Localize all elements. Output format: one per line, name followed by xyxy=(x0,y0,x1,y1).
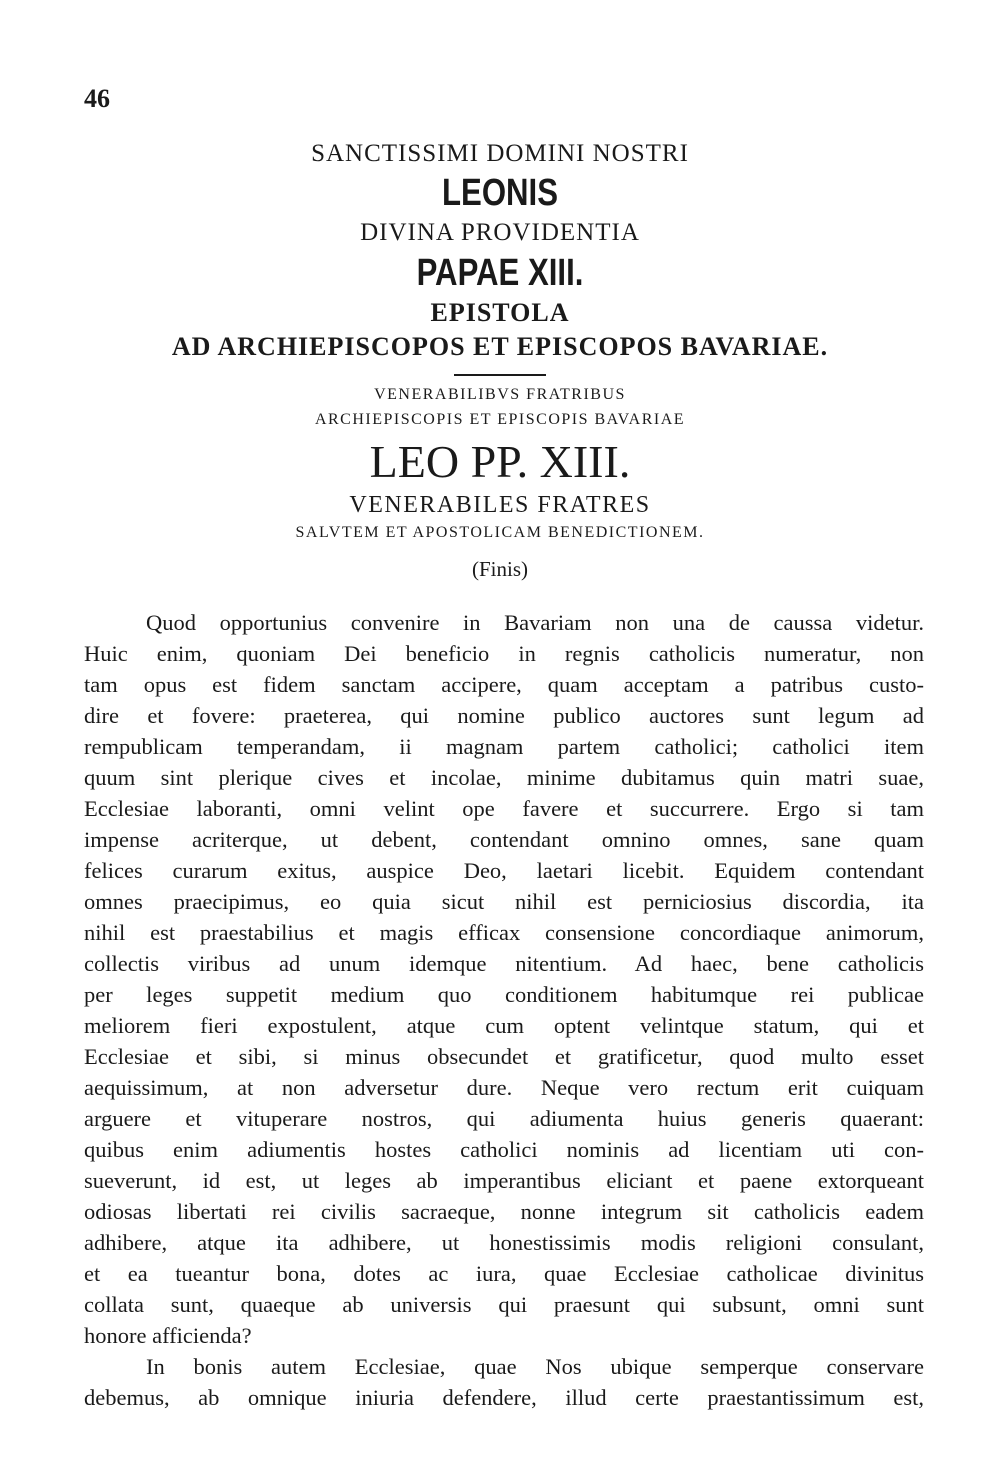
text-line: Ecclesiae laboranti, omni velint ope favere et succurrere. Ergo si tam xyxy=(84,796,924,821)
heading-leonis: LEONIS xyxy=(441,172,559,214)
text-line: Ecclesiae et sibi, si minus obsecundet et gratificetur, quod multo esset xyxy=(84,1044,924,1069)
text-line: sueverunt, id est, ut leges ab imperantibus eliciant et paene extorqueant xyxy=(84,1168,924,1193)
text-line: adhibere, atque ita adhibere, ut honestissimis modis religioni consulant, xyxy=(84,1230,924,1255)
text-line: Quod opportunius convenire in Bavariam non una de caussa videtur. xyxy=(146,610,924,635)
text-line: dire et fovere: praeterea, qui nomine publico auctores sunt legum ad xyxy=(84,703,924,728)
text-line: felices curarum exitus, auspice Deo, laetari licebit. Equidem contendant xyxy=(84,858,924,883)
salutation-blessing: SALVTEM ET APOSTOLICAM BENEDICTIONEM. xyxy=(295,524,705,541)
heading-line-1: SANCTISSIMI DOMINI NOSTRI xyxy=(311,140,689,167)
text-line: collectis viribus ad unum idemque nitentium. Ad haec, bene catholicis xyxy=(84,951,924,976)
text-line: In bonis autem Ecclesiae, quae Nos ubique semperque conservare xyxy=(146,1354,924,1379)
text-line: meliorem fieri expostulent, atque cum optent velintque statum, qui et xyxy=(84,1013,924,1038)
finis-note: (Finis) xyxy=(471,557,528,581)
heading-papae: PAPAE XIII. xyxy=(416,252,584,294)
text-line: impense acriterque, ut debent, contendant omnino omnes, sane quam xyxy=(84,827,924,852)
pope-name: LEO PP. XIII. xyxy=(369,436,631,487)
text-line: per leges suppetit medium quo conditionem habitumque rei publicae xyxy=(84,982,924,1007)
salutation-fratres: VENERABILES FRATRES xyxy=(349,492,651,518)
heading-addressees: AD ARCHIEPISCOPOS ET EPISCOPOS BAVARIAE. xyxy=(171,332,829,361)
text-line: arguere et vituperare nostros, qui adiumenta huius generis quaerant: xyxy=(84,1106,924,1131)
text-line: et ea tueantur bona, dotes ac iura, quae Ecclesiae catholicae divinitus xyxy=(84,1261,924,1286)
page-number: 46 xyxy=(84,84,110,113)
address-line-2: ARCHIEPISCOPIS ET EPISCOPIS BAVARIAE xyxy=(314,411,686,428)
heading-epistola: EPISTOLA xyxy=(430,298,570,327)
text-line: collata sunt, quaeque ab universis qui praesunt qui subsunt, omni sunt xyxy=(84,1292,924,1317)
text-line: debemus, ab omnique iniuria defendere, illud certe praestantissimum est, xyxy=(84,1385,924,1410)
text-line: aequissimum, at non adversetur dure. Neque vero rectum erit cuiquam xyxy=(84,1075,924,1100)
paragraph-1 xyxy=(84,607,924,1351)
heading-line-3: DIVINA PROVIDENTIA xyxy=(360,219,640,246)
text-line: odiosas libertati rei civilis sacraeque, nonne integrum sit catholicis eadem xyxy=(84,1199,924,1224)
text-line: honore afficienda? xyxy=(84,1323,252,1348)
text-line: quum sint plerique cives et incolae, minime dubitamus quin matri suae, xyxy=(84,765,924,790)
paragraph-2 xyxy=(84,1351,924,1413)
text-line: tam opus est fidem sanctam accipere, quam acceptam a patribus custo- xyxy=(84,672,924,697)
address-line-1: VENERABILIBVS FRATRIBUS xyxy=(374,386,626,403)
text-line: rempublicam temperandam, ii magnam partem catholici; catholici item xyxy=(84,734,924,759)
text-line: Huic enim, quoniam Dei beneficio in regnis catholicis numeratur, non xyxy=(84,641,924,666)
divider xyxy=(454,374,546,376)
text-line: omnes praecipimus, eo quia sicut nihil est perniciosius discordia, ita xyxy=(84,889,924,914)
text-line: quibus enim adiumentis hostes catholici nominis ad licentiam uti con- xyxy=(84,1137,924,1162)
letter-heading xyxy=(100,138,900,584)
text-line: nihil est praestabilius et magis efficax consensione concordiaque animorum, xyxy=(84,920,924,945)
letter-body xyxy=(84,607,924,1413)
